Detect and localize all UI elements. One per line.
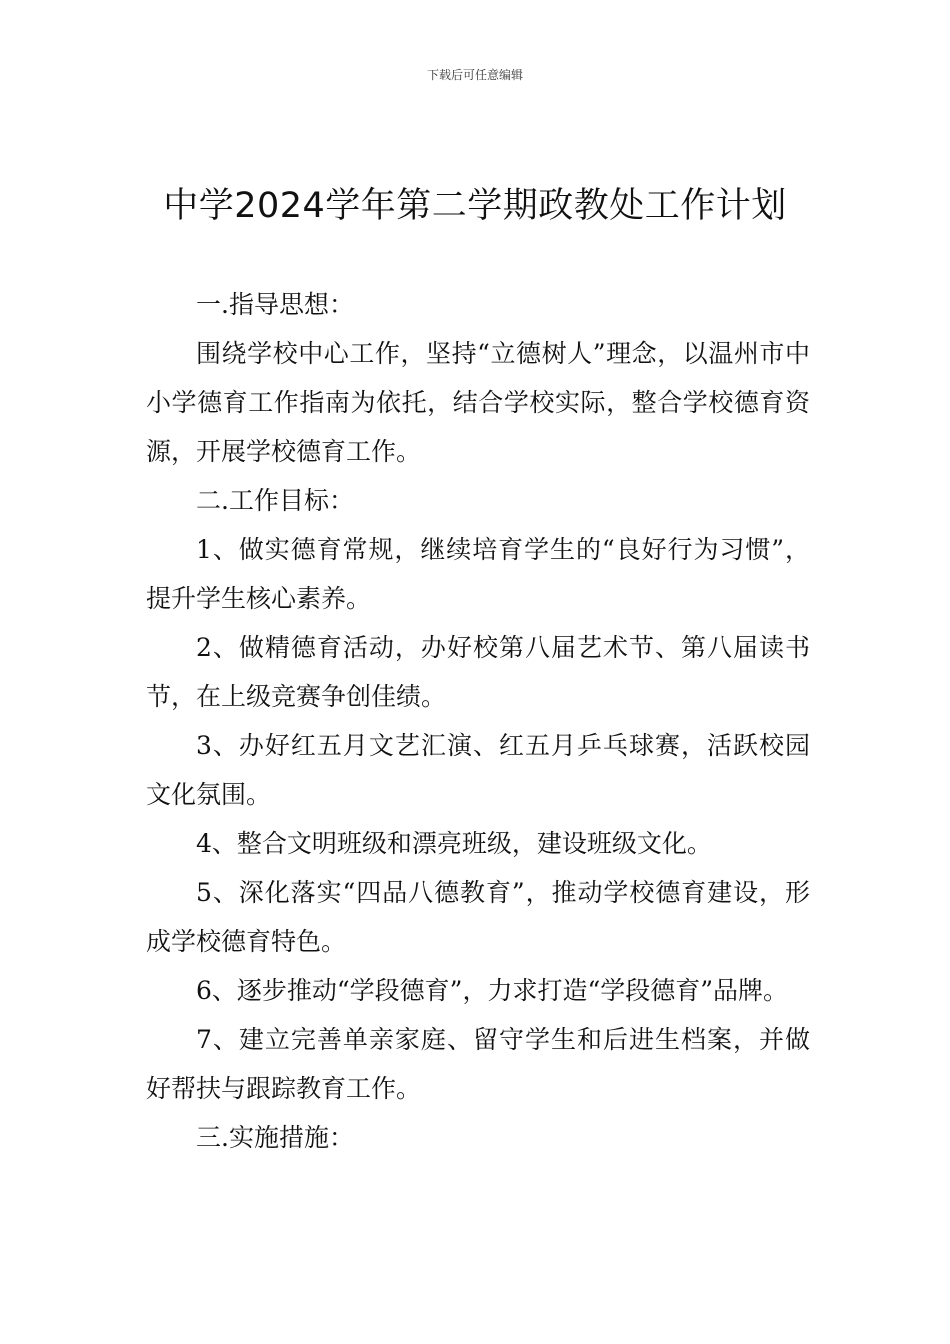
goal-item-1: 1、做实德育常规，继续培育学生的“良好行为习惯”，提升学生核心素养。	[146, 535, 810, 613]
goal-item-2: 2、做精德育活动，办好校第八届艺术节、第八届读书节，在上级竞赛争创佳绩。	[146, 633, 810, 711]
goal-item-5: 5、深化落实“四品八德教育”，推动学校德育建设，形成学校德育特色。	[146, 878, 810, 956]
document-body	[146, 280, 810, 1162]
goal-item-7: 7、建立完善单亲家庭、留守学生和后进生档案，并做好帮扶与跟踪教育工作。	[146, 1025, 810, 1103]
section-heading-work-goals: 二.工作目标：	[196, 486, 354, 515]
paragraph-guiding-ideology: 围绕学校中心工作，坚持“立德树人”理念，以温州市中小学德育工作指南为依托，结合学校实际，整合学校德育资源，开展学校德育工作。	[146, 339, 810, 466]
document-title: 中学2024学年第二学期政教处工作计划	[163, 186, 787, 226]
goal-item-4: 4、整合文明班级和漂亮班级，建设班级文化。	[196, 829, 712, 858]
section-heading-guiding-ideology: 一.指导思想：	[196, 290, 354, 319]
goal-item-6: 6、逐步推动“学段德育”，力求打造“学段德育”品牌。	[196, 976, 789, 1005]
goal-item-3: 3、办好红五月文艺汇演、红五月乒乓球赛，活跃校园文化氛围。	[146, 731, 810, 809]
section-heading-measures: 三.实施措施：	[196, 1123, 354, 1152]
header-note: 下载后可任意编辑	[426, 68, 523, 82]
